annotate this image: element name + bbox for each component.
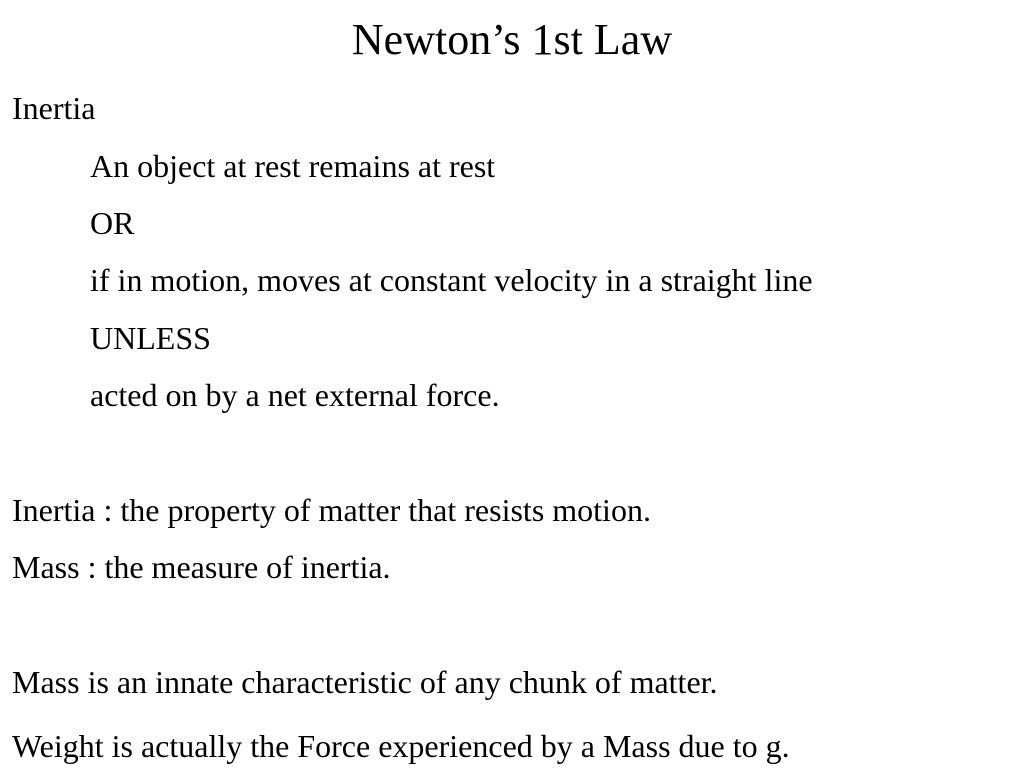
slide-title: Newton’s 1st Law: [351, 15, 673, 64]
statement-line-3: if in motion, moves at constant velocity in a straight line: [90, 262, 813, 298]
inertia-heading: Inertia: [12, 90, 96, 126]
weight-note: Weight is actually the Force experienced by a Mass due to g.: [12, 728, 790, 764]
statement-line-2: OR: [90, 205, 135, 241]
inertia-definition: Inertia : the property of matter that resists motion.: [12, 492, 651, 528]
mass-definition: Mass : the measure of inertia.: [12, 549, 391, 585]
statement-line-1: An object at rest remains at rest: [90, 148, 496, 184]
statement-line-4: UNLESS: [90, 320, 211, 356]
mass-note: Mass is an innate characteristic of any chunk of matter.: [12, 664, 718, 700]
statement-line-5: acted on by a net external force.: [90, 377, 500, 413]
